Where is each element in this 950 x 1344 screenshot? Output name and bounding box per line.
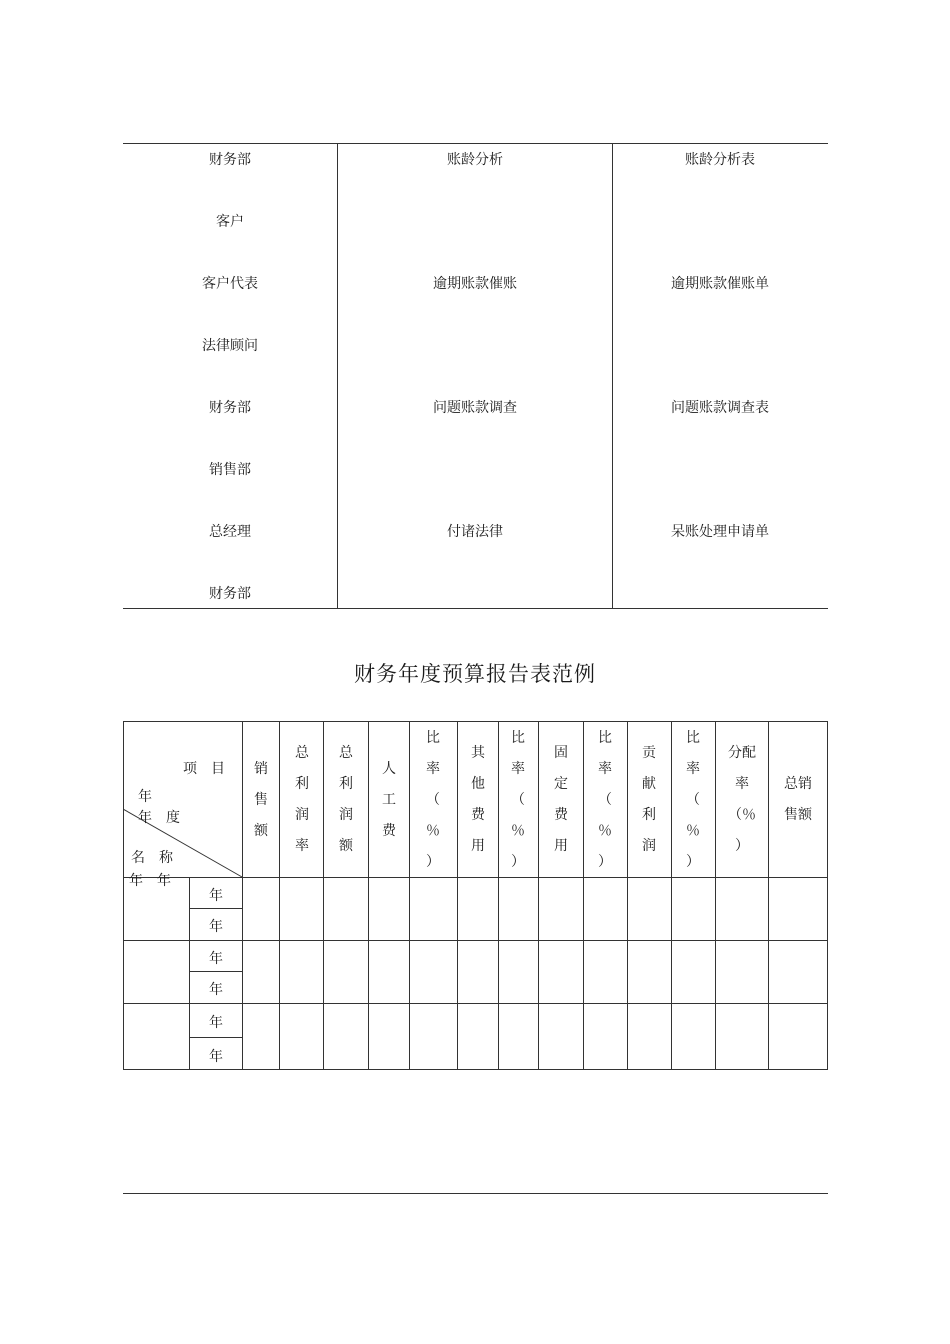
- budget-subrow-line-2: [189, 971, 242, 972]
- budget-border-right: [827, 721, 828, 1070]
- budget-vline-2: [323, 721, 324, 1069]
- col-header-gross-profit: 总 利 润 额: [339, 745, 353, 854]
- row-year-3: 年: [209, 951, 223, 967]
- page-title: 财务年度预算报告表范例: [354, 662, 596, 686]
- flow-divider-1: [337, 143, 338, 609]
- corner-year-degree: 年 度: [138, 810, 180, 826]
- flow-dept-7: 总经理: [209, 524, 251, 540]
- flow-dept-2: 客户: [216, 214, 244, 230]
- budget-vline-7: [538, 721, 539, 1069]
- col-header-ratio-4: 比 率 （ ％ ）: [686, 730, 700, 870]
- row-year-5: 年: [209, 1015, 223, 1031]
- col-header-other-cost: 其 他 费 用: [471, 745, 485, 854]
- budget-vline-10: [671, 721, 672, 1069]
- budget-row-line-2: [123, 1003, 828, 1004]
- flow-process-1: 账龄分析: [447, 152, 503, 168]
- flow-doc-2: 逾期账款催账单: [671, 276, 769, 292]
- flow-process-4: 付诸法律: [447, 524, 503, 540]
- flow-process-3: 问题账款调查: [433, 400, 517, 416]
- flow-dept-6: 销售部: [209, 462, 251, 478]
- row-year-6: 年: [209, 1049, 223, 1065]
- budget-vline-12: [768, 721, 769, 1069]
- budget-subrow-line-3: [189, 1037, 242, 1038]
- flow-dept-4: 法律顾问: [202, 338, 258, 354]
- footer-rule: [123, 1193, 828, 1194]
- col-header-labor-cost: 人 工 费: [382, 761, 396, 839]
- budget-row-line-1: [123, 940, 828, 941]
- budget-vline-9: [627, 721, 628, 1069]
- budget-vline-3: [368, 721, 369, 1069]
- col-header-ratio-1: 比 率 （ ％ ）: [426, 730, 440, 870]
- row-year-4: 年: [209, 982, 223, 998]
- corner-name-year: 年 年: [129, 873, 171, 889]
- flow-bottom-border: [123, 608, 828, 609]
- col-header-contribution-profit: 贡 献 利 润: [642, 745, 656, 854]
- col-header-fixed-cost: 固 定 费 用: [554, 745, 568, 854]
- budget-border-bottom: [123, 1069, 828, 1070]
- col-header-ratio-2: 比 率 （ ％ ）: [511, 730, 525, 870]
- flow-dept-5: 财务部: [209, 400, 251, 416]
- flow-doc-1: 账龄分析表: [685, 152, 755, 168]
- flow-doc-3: 问题账款调查表: [671, 400, 769, 416]
- col-header-gross-profit-rate: 总 利 润 率: [295, 745, 309, 854]
- flow-process-2: 逾期账款催账: [433, 276, 517, 292]
- col-header-allocation-rate: 分配 率 （％ ）: [728, 745, 756, 854]
- flow-doc-4: 呆账处理申请单: [671, 524, 769, 540]
- corner-item-label: 项 目: [183, 761, 225, 777]
- col-header-ratio-3: 比 率 （ ％ ）: [598, 730, 612, 870]
- corner-name-label: 名 称: [131, 850, 173, 866]
- flow-dept-8: 财务部: [209, 586, 251, 602]
- budget-vline-11: [715, 721, 716, 1069]
- budget-vline-5: [457, 721, 458, 1069]
- corner-year-top: 年: [138, 789, 152, 805]
- budget-vline-6: [498, 721, 499, 1069]
- budget-vline-1: [279, 721, 280, 1069]
- flow-divider-2: [612, 143, 613, 609]
- budget-subrow-line-1: [189, 908, 242, 909]
- flow-dept-1: 财务部: [209, 152, 251, 168]
- budget-vline-4: [409, 721, 410, 1069]
- budget-vline-8: [583, 721, 584, 1069]
- flow-dept-3: 客户代表: [202, 276, 258, 292]
- flow-top-border: [123, 143, 828, 144]
- col-header-sales: 销 售 额: [254, 761, 268, 839]
- col-header-total-sales: 总销 售额: [784, 776, 812, 823]
- row-year-1: 年: [209, 888, 223, 904]
- row-year-2: 年: [209, 919, 223, 935]
- budget-vline-year: [189, 877, 190, 1069]
